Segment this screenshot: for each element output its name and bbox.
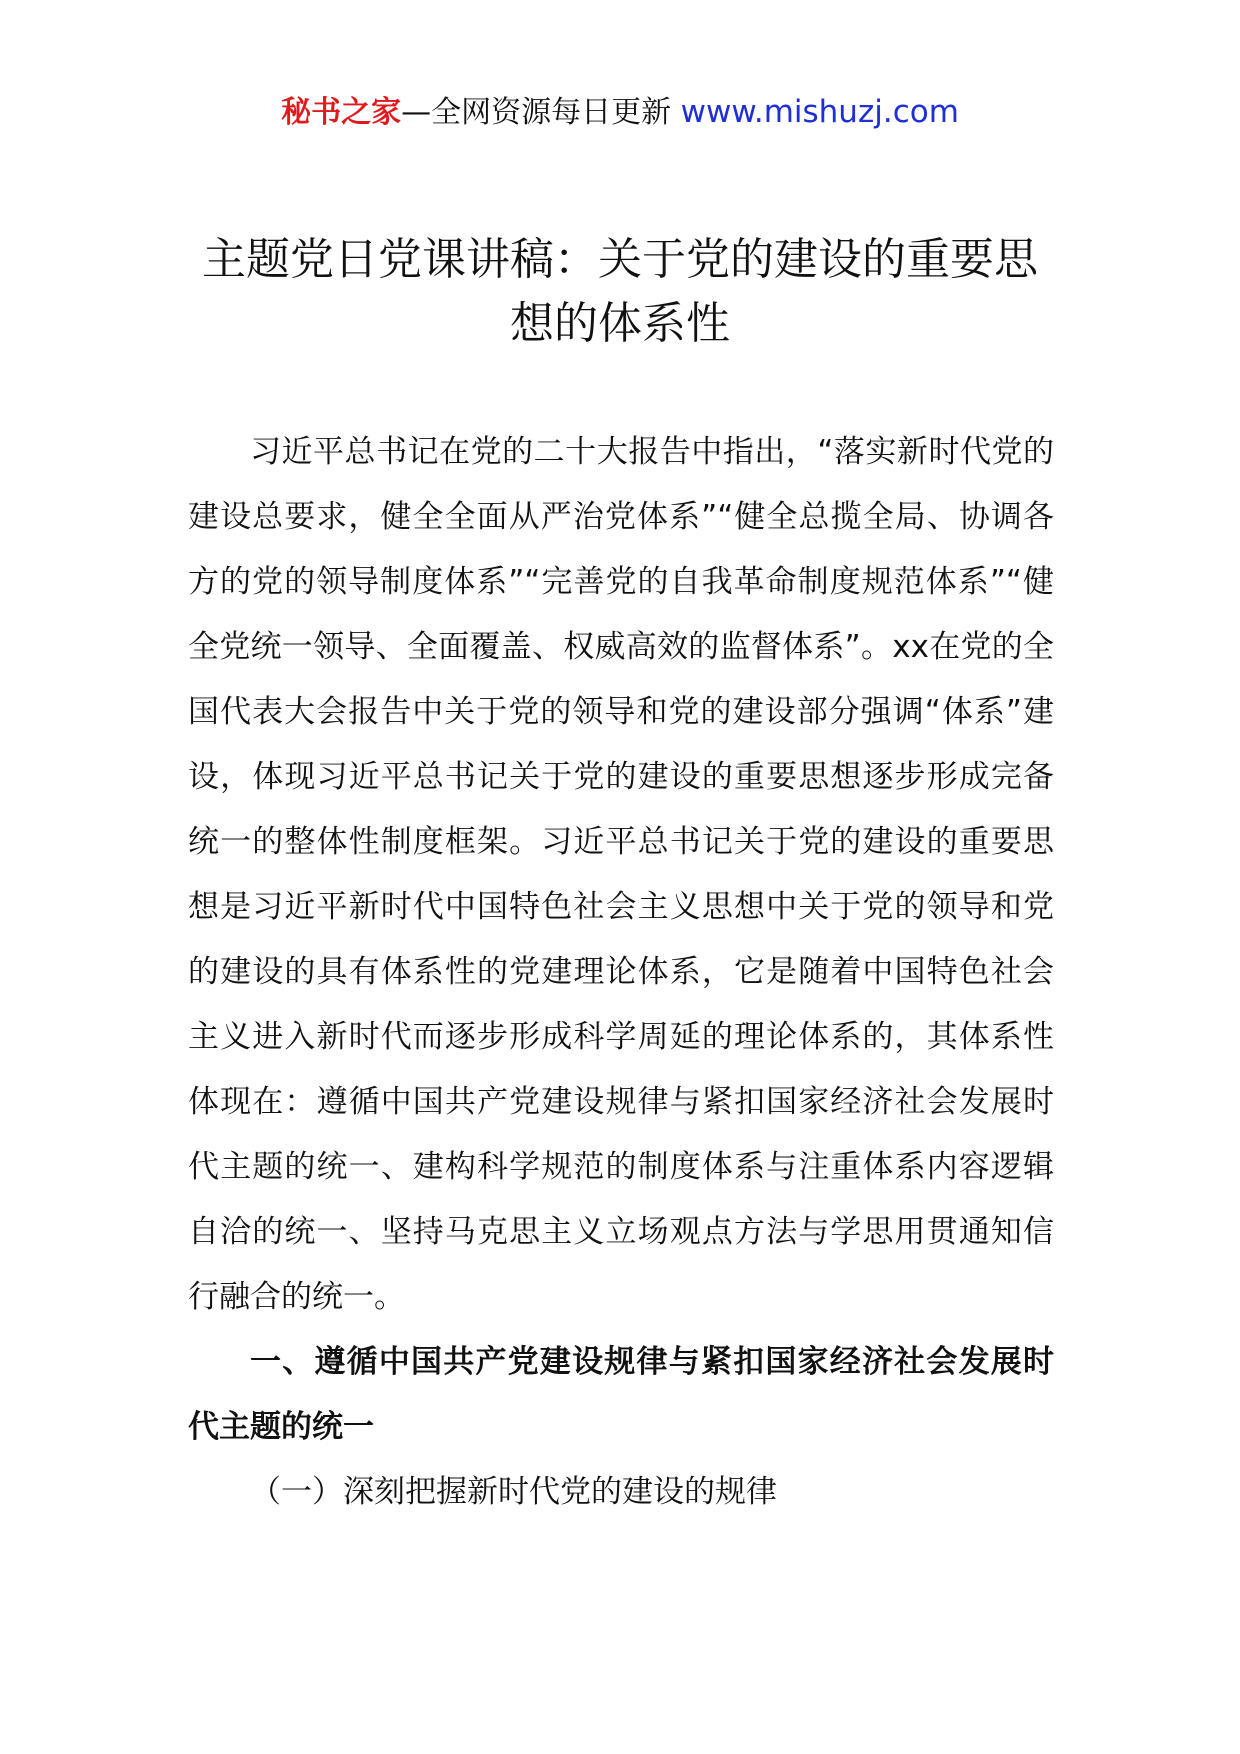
document-body (188, 420, 1054, 1525)
site-url-link[interactable]: www.mishuzj.com (680, 94, 959, 130)
site-tagline: —全网资源每日更新 (401, 95, 681, 130)
document-title: 主题党日党课讲稿：关于党的建设的重要思想的体系性 (202, 234, 1038, 349)
site-header (0, 92, 1240, 133)
subsection-heading: （一）深刻把握新时代党的建设的规律 (250, 1474, 777, 1510)
body-paragraph: 习近平总书记在党的二十大报告中指出，“落实新时代党的建设总要求，健全全面从严治党体系”“健全总揽全局、协调各方的党的领导制度体系”“完善党的自我革命制度规范体系”“健全党统一领导、全面覆盖、权威高效的监督体系”。xx在党的全国代表大会报告中关于党的领导和党的建设部分强调“体系”建设，体现习近平总书记关于党的建设的重要思想逐步形成完备统一的整体性制度框架。习近平总书记关于党的建设的重要思想是习近平新时代中国特色社会主义思想中关于党的领导和党的建设的具有体系性的党建理论体系，它是随着中国特色社会主义进入新时代而逐步形成科学周延的理论体系的，其体系性体现在：遵循中国共产党建设规律与紧扣国家经济社会发展时代主题的统一、建构科学规范的制度体系与注重体系内容逻辑自洽的统一、坚持马克思主义立场观点方法与学思用贯通知信行融合的统一。 (188, 434, 1054, 1315)
section-heading: 一、遵循中国共产党建设规律与紧扣国家经济社会发展时代主题的统一 (188, 1344, 1054, 1445)
site-brand: 秘书之家 (281, 95, 402, 130)
